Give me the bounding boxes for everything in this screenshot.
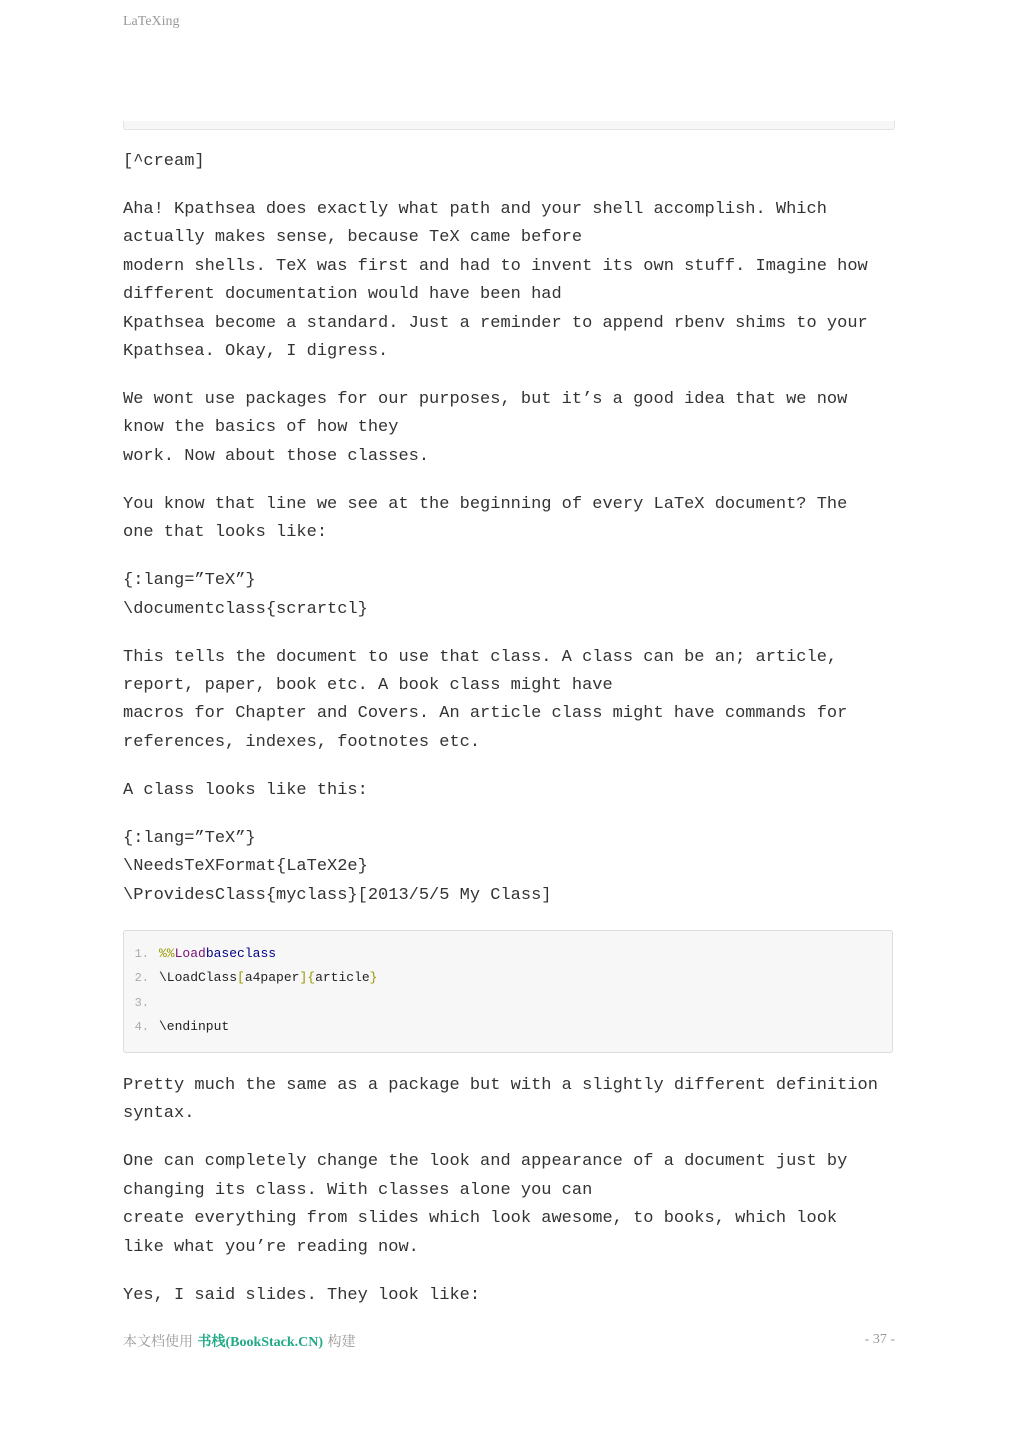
page-content	[123, 148, 895, 1330]
previous-code-block-end	[123, 121, 895, 130]
page-number: - 37 -	[864, 1332, 895, 1347]
text-line: Pretty much the same as a package but with a slightly different definition	[123, 1076, 878, 1096]
footer-brand-link[interactable]: 书栈(BookStack.CN)	[197, 1335, 324, 1350]
text-line: syntax.	[123, 1104, 195, 1124]
text-line: like what you’re reading now.	[123, 1237, 419, 1257]
text-line: know the basics of how they	[123, 418, 399, 438]
code-token: [	[237, 970, 245, 986]
code-line	[124, 942, 892, 967]
text-line: {:lang=”TeX”}	[123, 828, 256, 848]
paragraph-package-comparison	[123, 1072, 895, 1129]
paragraph-slides	[123, 1282, 895, 1310]
paragraph-class-example	[123, 825, 895, 910]
line-number: 1.	[134, 946, 149, 961]
code-token: }	[369, 970, 378, 986]
footer-attribution	[123, 1331, 356, 1351]
line-number: 4.	[134, 1020, 149, 1035]
code-token: a4paper	[244, 970, 300, 986]
text-line: different documentation would have been had	[123, 285, 562, 305]
text-line: This tells the document to use that class. A class can be an; article,	[123, 647, 838, 667]
text-line: One can completely change the look and appearance of a document just by	[123, 1152, 848, 1172]
code-token: {	[307, 970, 316, 986]
text-line: Aha! Kpathsea does exactly what path and your shell accomplish. Which	[123, 200, 827, 219]
code-line	[124, 966, 892, 991]
code-token: \LoadClass	[159, 970, 238, 986]
code-token: \endinput	[159, 1019, 230, 1035]
code-token: %%	[159, 945, 175, 961]
paragraph-documentclass-intro	[123, 491, 895, 548]
code-token: base	[205, 945, 238, 961]
paragraph-packages	[123, 386, 895, 471]
text-line: Yes, I said slides. They look like:	[123, 1285, 481, 1305]
paragraph-class-explanation	[123, 644, 895, 758]
text-line: report, paper, book etc. A book class might have	[123, 676, 613, 696]
code-line	[124, 1015, 892, 1040]
text-line: A class looks like this:	[123, 780, 368, 800]
footer-prefix: 本文档使用	[123, 1334, 193, 1350]
text-line: You know that line we see at the beginning of every LaTeX document? The	[123, 494, 848, 514]
text-line: work. Now about those classes.	[123, 446, 430, 466]
paragraph-change-look	[123, 1148, 895, 1262]
paragraph-footnote-ref	[123, 148, 895, 176]
text-line: [^cream]	[123, 152, 205, 171]
text-line: create everything from slides which look awesome, to books, which look	[123, 1209, 838, 1229]
text-line: macros for Chapter and Covers. An article class might have commands for	[123, 704, 848, 724]
code-token: Load	[174, 945, 206, 961]
paragraph-kpathsea	[123, 196, 895, 366]
text-line: We wont use packages for our purposes, but it’s a good idea that we now	[123, 390, 848, 410]
text-line: one that looks like:	[123, 523, 328, 543]
text-line: actually makes sense, because TeX came before	[123, 228, 583, 248]
text-line: references, indexes, footnotes etc.	[123, 732, 481, 752]
running-header: LaTeXing	[123, 14, 180, 29]
text-line: \NeedsTeXFormat{LaTeX2e}	[123, 857, 368, 877]
code-block	[123, 930, 893, 1053]
text-line: Kpathsea become a standard. Just a reminder to append rbenv shims to your	[123, 313, 868, 333]
footer-suffix: 构建	[327, 1334, 356, 1350]
code-token: article	[315, 970, 370, 986]
text-line: \ProvidesClass{myclass}[2013/5/5 My Class]	[123, 885, 552, 905]
text-line: modern shells. TeX was first and had to invent its own stuff. Imagine how	[123, 256, 868, 276]
text-line: \documentclass{scrartcl}	[123, 599, 368, 619]
code-token: class	[237, 945, 277, 961]
text-line: {:lang=”TeX”}	[123, 571, 256, 591]
line-number: 3.	[134, 995, 149, 1010]
line-number: 2.	[134, 971, 149, 986]
paragraph-documentclass-example	[123, 567, 895, 624]
code-line	[124, 991, 892, 1016]
text-line: Kpathsea. Okay, I digress.	[123, 342, 389, 362]
text-line: changing its class. With classes alone you can	[123, 1180, 593, 1200]
code-token: ]	[299, 970, 308, 986]
paragraph-class-looks-like	[123, 777, 895, 805]
